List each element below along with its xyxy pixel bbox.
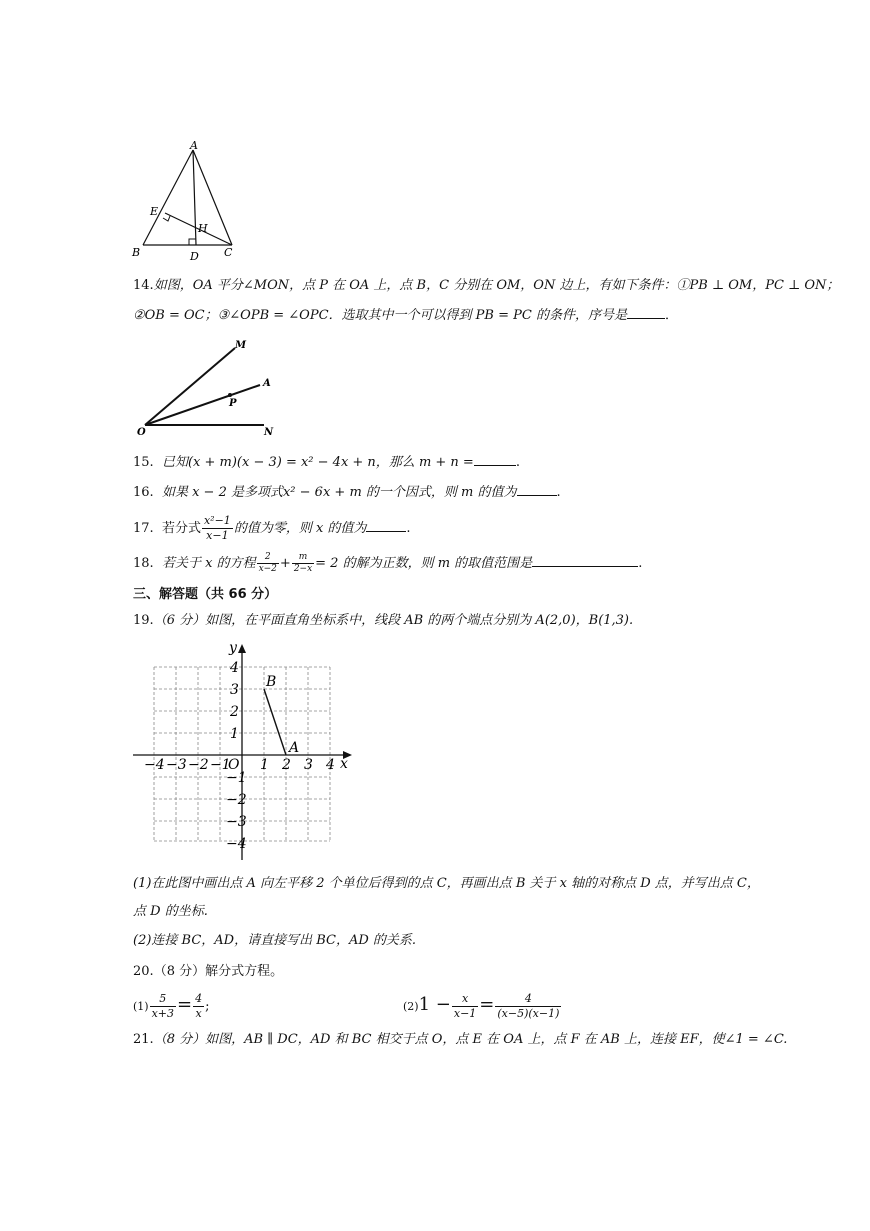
point-B-label: B: [266, 674, 277, 690]
label-A: A: [263, 378, 271, 389]
fraction: $\frac{4}{(x-5)(x-1)}$: [497, 992, 560, 1020]
question-14-line2: ②OB = OC；③∠OPB = ∠OPC．选取其中一个可以得到 PB = PC 的条件，序号是 ．: [133, 305, 678, 326]
question-19-part1-line1: (1)在此图中画出点 A 向左平移 2 个单位后得到的点 C，再画出点 B 关于 x 轴的对称点 D 点，并写出点 C，: [133, 876, 760, 891]
question-18: 18. 若关于 x 的方程 $\frac{2}{x-2}$ + $\frac{m}{2-x}$ = 2 的解为正数，则 m 的取值范围是 .: [133, 552, 643, 574]
triangle-figure: [130, 138, 240, 263]
question-14-line1: 14.如图，OA 平分∠MON，点 P 在 OA 上，点 B，C 分别在 OM，ON 边上，有如下条件：①PB ⊥ OM，PC ⊥ ON；: [133, 278, 840, 293]
answer-blank: [517, 482, 557, 496]
label-H: H: [198, 222, 208, 235]
fraction: $\frac{5}{x+3}$: [151, 992, 175, 1020]
question-20-part1: (1) $\frac{5}{x+3}$ = $\frac{4}{x}$ ;: [133, 992, 210, 1020]
fraction: $\frac{2}{x-2}$: [258, 552, 277, 574]
x-tick: −4: [144, 757, 165, 773]
y-tick: 1: [230, 726, 239, 742]
y-tick: −3: [226, 814, 247, 830]
label-M: M: [235, 340, 247, 351]
question-21: 21.（8 分）如图，AB ∥ DC，AD 和 BC 相交于点 O，点 E 在 OA 上，点 F 在 AB 上，连接 EF，使∠1 = ∠C.: [133, 1032, 788, 1047]
y-axis-label: y: [229, 640, 237, 656]
question-19: 19.（6 分）如图，在平面直角坐标系中，线段 AB 的两个端点分别为 A(2,0)，B(1,3).: [133, 613, 634, 628]
point-A-label: A: [289, 740, 300, 756]
question-17: 17. 若分式 $\frac{\text{x²−1}}{x-1}$ 的值为零，则 x 的值为 .: [133, 514, 411, 542]
question-16: 16. 如果 x − 2 是多项式x² − 6x + m 的一个因式，则 m 的值为 .: [133, 482, 561, 503]
question-19-part2: (2)连接 BC，AD，请直接写出 BC，AD 的关系.: [133, 933, 417, 948]
question-19-part1-line2: 点 D 的坐标.: [133, 904, 208, 919]
x-axis-label: x: [340, 756, 348, 772]
question-20-part2: (2)1 − $\frac{x}{x-1}$ = $\frac{4}{(x-5)(x-1)}$: [403, 992, 560, 1020]
coordinate-grid: [130, 638, 360, 863]
label-N: N: [264, 427, 274, 438]
angle-figure: [130, 335, 280, 443]
question-15: 15. 已知(x + m)(x − 3) = x² − 4x + n，那么 m + n = .: [133, 452, 520, 473]
label-O: O: [137, 427, 146, 438]
label-E: E: [150, 205, 159, 218]
segment-AB: [264, 689, 286, 755]
x-tick: −3: [166, 757, 187, 773]
label-P: P: [229, 398, 237, 409]
answer-blank: [627, 305, 665, 319]
label-C: C: [224, 246, 233, 259]
y-tick: −4: [226, 836, 247, 852]
fraction: $\frac{4}{x}$: [195, 992, 203, 1020]
label-A: A: [190, 139, 198, 152]
x-tick: 1: [260, 757, 269, 773]
question-20: 20.（8 分）解分式方程。: [133, 964, 284, 979]
label-B: B: [132, 246, 141, 259]
answer-blank: [532, 553, 638, 567]
origin-label: O: [228, 757, 240, 773]
x-tick: 2: [282, 757, 291, 773]
x-tick: 4: [326, 757, 335, 773]
y-tick: 4: [230, 660, 239, 676]
fraction: $\frac{x}{x-1}$: [453, 992, 477, 1020]
x-tick: −1: [210, 757, 231, 773]
answer-blank: [366, 518, 406, 532]
label-D: D: [190, 250, 199, 263]
fraction: $\frac{\text{x²−1}}{x-1}$: [203, 514, 231, 542]
y-tick: −1: [226, 770, 247, 786]
answer-blank: [474, 452, 516, 466]
section-heading: 三、解答题（共 66 分）: [133, 587, 278, 602]
x-tick: 3: [304, 757, 313, 773]
x-tick: −2: [188, 757, 209, 773]
y-tick: −2: [226, 792, 247, 808]
fraction: $\frac{m}{2-x}$: [293, 552, 313, 574]
y-tick: 3: [230, 682, 239, 698]
y-tick: 2: [230, 704, 239, 720]
